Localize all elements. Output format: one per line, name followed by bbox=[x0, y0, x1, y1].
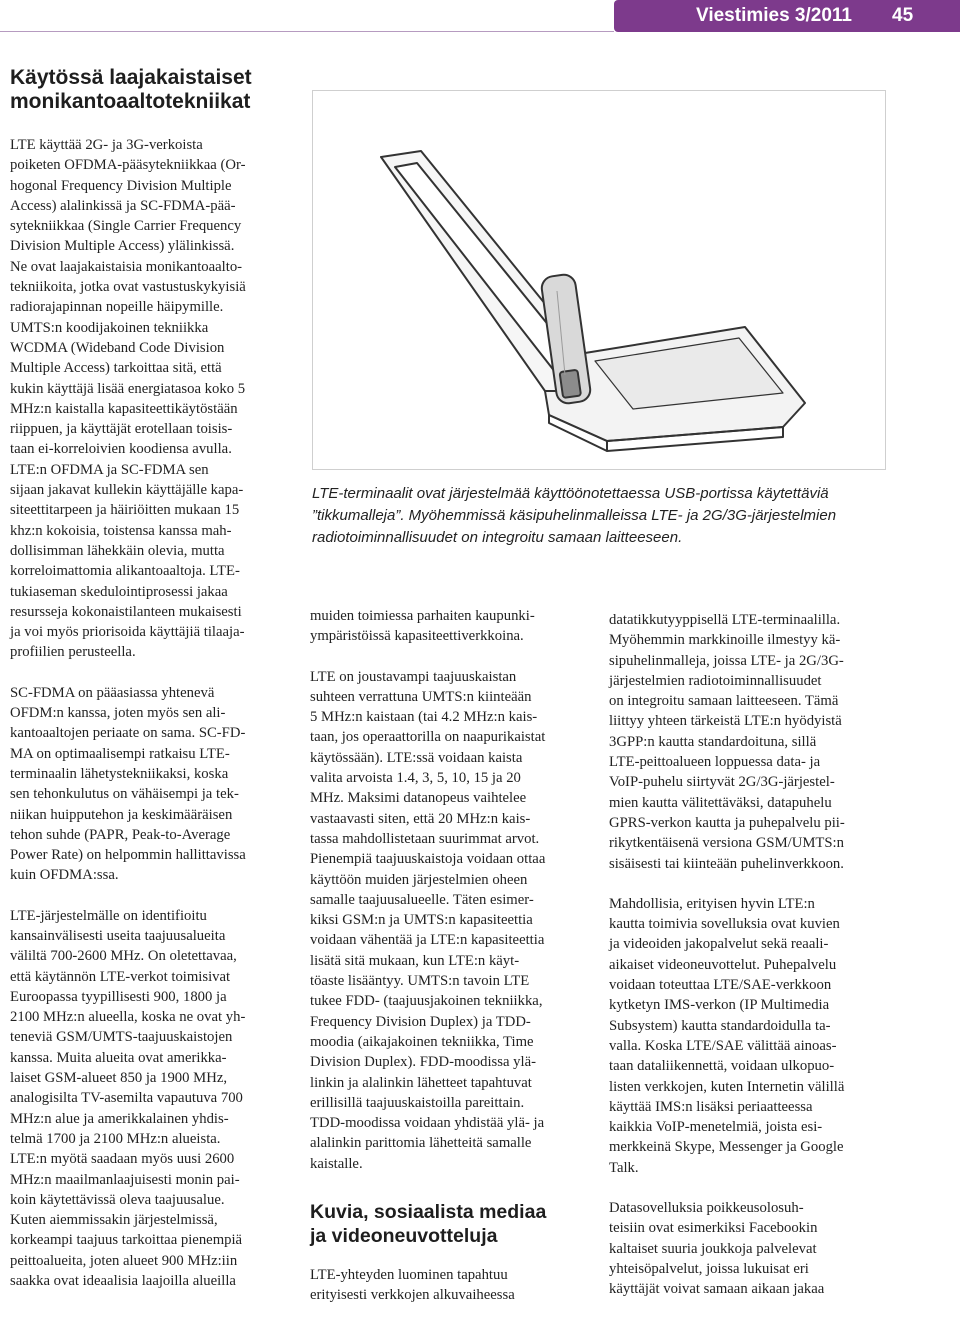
article-title: Käytössä laajakaistaiset monikantoaaltotekniikat bbox=[10, 66, 252, 113]
paragraph: LTE käyttää 2G- ja 3G-verkoista poiketen OFDMA-pääsytekniikkaa (Or- hogonal Frequency Division Multiple Access) alalinkissä ja SC-FDMA-pää- sytekniikkaa (Single Carrier Frequency Division Multiple Access) ylälinkissä. Ne ovat laajakaistaisia monikantoaalto- tekniikoita, jotka ovat vastustuskykyisiä radiorajapinnan nopeille häipymille. UMTS:n koodijakoinen tekniikka WCDMA (Wideband Code Division Multiple Access) tarkoittaa sitä, että kukin käyttäjä lisää energiatasoa koko 5 MHz:n kaistalla kapasiteettikäytöstään riippuen, ja käyttäjät erotellaan toisis- taan ei-korreloivien koodiensa avulla. LTE:n OFDMA ja SC-FDMA sen sijaan jakavat kullekin käyttäjälle kapa- siteettitarpeen ja häiriöitten mukaan 15 khz:n kokoisia, toistensa kanssa mah- dollisimman lähekkäin olevia, mutta korreloimattomia alikantoaaltoja. LTE- tukiaseman skedulointiprosessi jakaa resursseja kokonaistilanteen mukaisesti ja voi myös priorisoida käyttäjiä tilaaja- profiilien perusteella. bbox=[10, 137, 246, 661]
figure-frame bbox=[312, 90, 886, 470]
header-rule bbox=[0, 31, 614, 32]
figure-caption: LTE-terminaalit ovat järjestelmää käyttöönotettaessa USB-portissa käytettäviä ”tikkumalleja”. Myöhemmissä käsipuhelinmalleissa LTE- ja 2G/3G-järjestelmien radiotoiminnallisuudet on integroitu samaan laitteeseen. bbox=[312, 485, 837, 546]
paragraph: LTE on joustavampi taajuuskaistan suhteen verrattuna UMTS:n kiinteään 5 MHz:n kaistaan (tai 4.2 MHz:n kais- taan, jos operaattorilla on naapurikaistat käytössään). LTE:ssä voidaan kaista valita arvoista 1.4, 3, 5, 10, 15 ja 20 MHz. Maksimi datanopeus vaihtelee vastaavasti siten, että 20 MHz:n kais- tassa mahdollistetaan suurimmat arvot. Pienempiä taajuuskaistoja voidaan ottaa käyttöön muiden järjestelmien oheen samalle taajuusalueelle. Täten esimer- kiksi GSM:n ja UMTS:n kapasiteettia voidaan vähentää ja LTE:n kapasiteettia lisätä sitä mukaan, kun LTE:n käyt- töaste lisääntyy. UMTS:n tavoin LTE tukee FDD- (taajuusjakoinen tekniikka, Frequency Division Duplex) ja TDD- moodia (aikajakoinen tekniikka, Time Division Duplex). FDD-moodissa ylä- linkin ja alalinkin lähetteet tapahtuvat erillisillä taajuuskaistoilla pareittain. TDD-moodissa voidaan yhdistää ylä- ja alalinkin parittomia lähetteitä samalle kaistalle. bbox=[310, 668, 546, 1172]
paragraph: muiden toimiessa parhaiten kaupunki- ympäristöissä kapasiteettiverkkoina. bbox=[310, 608, 535, 645]
paragraph: Datasovelluksia poikkeusolosuh- teisiin ovat esimerkiksi Facebookin kaltaiset suuria joukkoja palvelevat yhteisöpalvelut, joissa lukuisat eri käyttäjät voivat samaan aikaan jakaa bbox=[609, 1200, 825, 1298]
paragraph: LTE-yhteyden luominen tapahtuu erityisesti verkkojen alkuvaiheessa bbox=[310, 1267, 515, 1304]
column-2 bbox=[310, 606, 600, 1174]
column-3 bbox=[609, 610, 899, 1300]
page-number: 45 bbox=[892, 5, 914, 26]
section-heading: Kuvia, sosiaalista mediaa ja videoneuvotteluja bbox=[310, 1201, 547, 1247]
paragraph: Mahdollisia, erityisen hyvin LTE:n kautta toimivia sovelluksia ovat kuvien ja videoiden jakopalvelut sekä reaali- aikaiset videoneuvottelut. Puhepalvelu voidaan toteuttaa LTE/SAE-verkkoon kytketyn IMS-verkon (IP Multimedia Subsystem) kautta standardoidulla ta- valla. Koska LTE/SAE välittää ainoas- taan dataliikennettä, voidaan ulkopuo- listen verkkojen, kuten Internetin välillä käyttää IMS:n lisäksi periaatteessa kaikkia VoIP-menetelmiä, joista esi- merkkeinä Skype, Messenger ja Google Talk. bbox=[609, 895, 845, 1176]
paragraph: SC-FDMA on pääasiassa yhtenevä OFDM:n kanssa, joten myös sen ali- kantoaaltojen periaate on sama. SC-FD- MA on optimaalisempi ratkaisu LTE- terminaalin lähetystekniikaksi, koska sen tehonkulutus on vähäisempi ja tek- niikan huipputehon ja keskimääräisen tehon suhde (PAPR, Peak-to-Average Power Rate) on helpommin hallittavissa kuin OFDMA:ssa. bbox=[10, 684, 246, 884]
page-header bbox=[614, 0, 960, 32]
magazine-issue: Viestimies 3/2011 bbox=[696, 5, 852, 26]
paragraph: datatikkutyyppisellä LTE-terminaalilla. Myöhemmin markkinoille ilmestyy kä- sipuhelinmalleja, joissa LTE- ja 2G/3G- järjestelmien radiotoiminnallisuudet on integroitu samaan laitteeseen. Tämä liittyy yhteen tärkeistä LTE:n hyödyistä 3GPP:n kautta standardoituna, sillä LTE-peittoalueen loppuessa data- ja VoIP-puhelu siirtyvät 2G/3G-järjestel- mien kautta välitettäväksi, datapuhelu GPRS-verkon kautta ja puhepalvelu pii- rikytkentäisenä versiona GSM/UMTS:n sisäisesti tai kiinteään puhelinverkkoon. bbox=[609, 612, 845, 872]
laptop-usb-stick-icon bbox=[313, 91, 885, 469]
paragraph: LTE-järjestelmälle on identifioitu kansainvälisesti useita taajuusalueita väliltä 700-2600 MHz. On oletettavaa, että käytännön LTE-verkot toimisivat Euroopassa tyypillisesti 900, 1800 ja 2100 MHz:n alueella, koska ne ovat yh- teneviä GSM/UMTS-taajuuskaistojen kanssa. Muita alueita ovat amerikka- laiset GSM-alueet 850 ja 1900 MHz, analogisilta TV-asemilta vapautuva 700 MHz:n alue ja amerikkalainen yhdis- telmä 1700 ja 2100 MHz:n alueista. LTE:n myötä saadaan myös uusi 2600 MHz:n maailmanlaajuisesti monin pai- koin käytettävissä oleva taajuusalue. Kuten aiemmissakin järjestelmissä, korkeampi taajuus tarkoittaa pienempiä peittoalueita, joten alueet 900 MHz:iin saakka ovat ideaalisia laajoilla alueilla bbox=[10, 907, 246, 1290]
column-1 bbox=[10, 135, 302, 1291]
